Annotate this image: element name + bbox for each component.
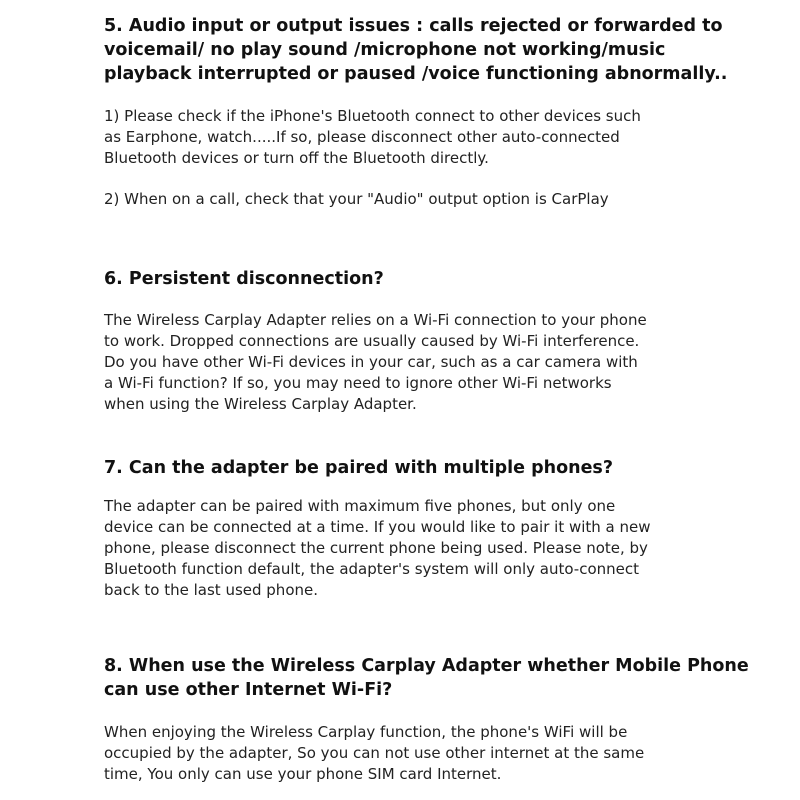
paragraph-line: as Earphone, watch.....If so, please disconnect other auto-connected [104, 128, 620, 146]
paragraph-line: device can be connected at a time. If you would like to pair it with a new [104, 518, 651, 536]
heading-line: 6. Persistent disconnection? [104, 269, 384, 289]
paragraph-line: Bluetooth function default, the adapter's system will only auto-connect [104, 560, 640, 578]
paragraph-line: a Wi-Fi function? If so, you may need to ignore other Wi-Fi networks [104, 374, 612, 392]
heading-line: playback interrupted or paused /voice functioning abnormally.. [104, 64, 728, 84]
section-5-heading [104, 14, 744, 86]
paragraph-line: Do you have other Wi-Fi devices in your car, such as a car camera with [104, 353, 638, 371]
heading-line: voicemail/ no play sound /microphone not working/music [104, 40, 666, 60]
paragraph-line: 1) Please check if the iPhone's Bluetooth connect to other devices such [104, 107, 641, 125]
paragraph-line: to work. Dropped connections are usually caused by Wi-Fi interference. [104, 332, 640, 350]
section-8-heading [104, 654, 749, 702]
section-8-paragraph [104, 722, 764, 785]
heading-line: can use other Internet Wi-Fi? [104, 680, 393, 700]
paragraph-line: phone, please disconnect the current phone being used. Please note, by [104, 539, 648, 557]
paragraph-line: back to the last used phone. [104, 581, 318, 599]
paragraph-line: When enjoying the Wireless Carplay function, the phone's WiFi will be [104, 723, 628, 741]
section-7-heading [104, 456, 744, 480]
section-5-paragraph-1 [104, 106, 764, 169]
section-7-paragraph [104, 496, 764, 601]
section-6-heading [104, 267, 744, 291]
section-6-paragraph [104, 310, 764, 415]
paragraph-line: when using the Wireless Carplay Adapter. [104, 395, 417, 413]
paragraph-line: Bluetooth devices or turn off the Bluetooth directly. [104, 149, 489, 167]
heading-line: 5. Audio input or output issues : calls rejected or forwarded to [104, 16, 723, 36]
paragraph-line: occupied by the adapter, So you can not use other internet at the same [104, 744, 645, 762]
paragraph-line: 2) When on a call, check that your "Audio" output option is CarPlay [104, 190, 609, 208]
heading-line: 7. Can the adapter be paired with multiple phones? [104, 458, 614, 478]
paragraph-line: The Wireless Carplay Adapter relies on a Wi-Fi connection to your phone [104, 311, 647, 329]
heading-line: 8. When use the Wireless Carplay Adapter whether Mobile Phone [104, 656, 749, 676]
paragraph-line: time, You only can use your phone SIM card Internet. [104, 765, 502, 783]
section-5-paragraph-2 [104, 189, 764, 210]
paragraph-line: The adapter can be paired with maximum five phones, but only one [104, 497, 616, 515]
